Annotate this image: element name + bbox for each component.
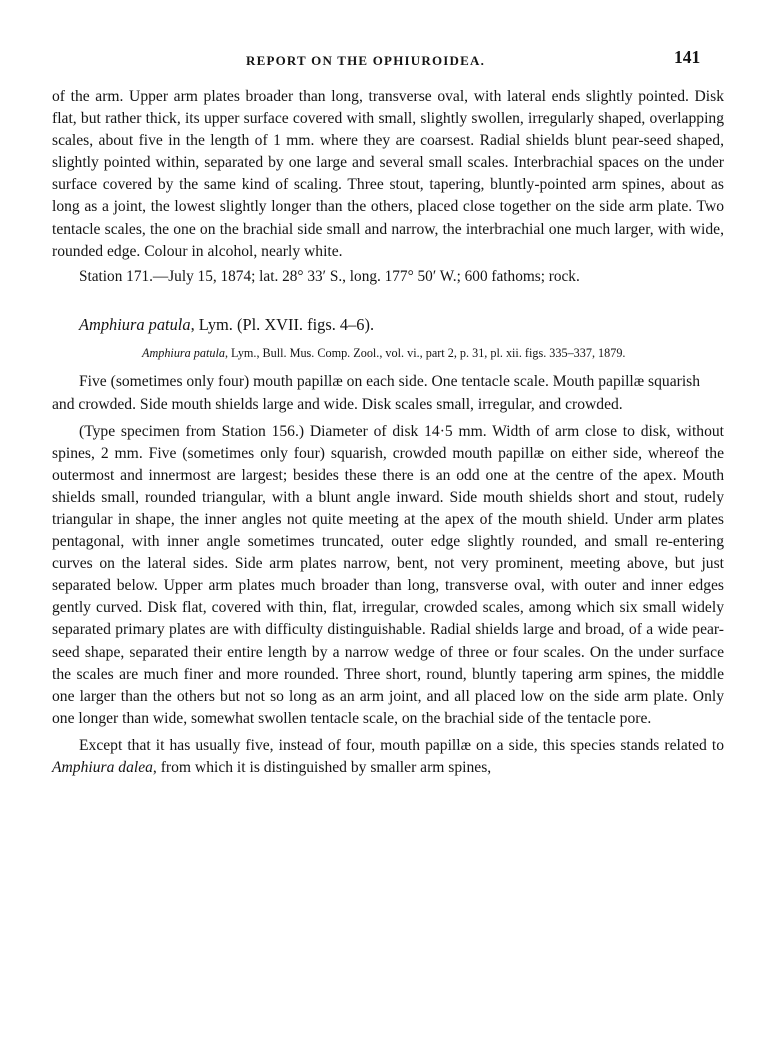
comparison-after: , from which it is distinguished by smaller arm spines, bbox=[152, 759, 492, 777]
comparison-paragraph bbox=[52, 735, 724, 779]
station-line: Station 171.—July 15, 1874; lat. 28° 33′ S., long. 177° 50′ W.; 600 fathoms; rock. bbox=[79, 267, 580, 285]
running-title: REPORT ON THE OPHIUROIDEA. bbox=[246, 53, 486, 68]
synonymy-reference bbox=[52, 344, 724, 363]
synonymy-ref: , Lym., Bull. Mus. Comp. Zool., vol. vi., part 2, p. 31, pl. xii. figs. 335–337, 1879. bbox=[224, 345, 626, 360]
running-header bbox=[0, 47, 776, 73]
page-number: 141 bbox=[674, 47, 701, 67]
comparison-taxon: Amphiura dalea bbox=[52, 759, 153, 777]
body-text bbox=[52, 86, 724, 779]
diagnosis-paragraph: Five (sometimes only four) mouth papillæ on each side. One tentacle scale. Mouth papillæ squarish and crowded. Side mouth shields large and wide. Disk scales small, irregular, and crowded. bbox=[52, 373, 701, 413]
species-heading bbox=[52, 314, 724, 336]
synonymy-name: Amphiura patula bbox=[142, 345, 225, 360]
continuation-paragraph: of the arm. Upper arm plates broader than long, transverse oval, with lateral ends slightly pointed. Disk flat, but rather thick, its upper surface covered with small, slightly swollen, irregularly shaped, overlapping scales, about five in the length of 1 mm. where they are coarsest. Radial shields blunt pear-seed shaped, slightly pointed within, separated by one large and several small scales. Interbrachial spaces on the under surface covered by the same kind of scaling. Three stout, tapering, bluntly-pointed arm spines, about as long as a joint, the lowest slightly longer than the others, placed close together on the side arm plate. Two tentacle scales, the one on the brachial side small and narrow, the interbrachial one much larger, with wide, rounded edge. Colour in alcohol, nearly white. bbox=[52, 88, 724, 260]
description-paragraph: (Type specimen from Station 156.) Diameter of disk 14·5 mm. Width of arm close to disk, without spines, 2 mm. Five (sometimes only four) squarish, crowded mouth papillæ on either side, whereof the outermost and innermost are largest; besides these there is an odd one at the centre of the apex. Mouth shields small, rounded triangular, with a blunt angle inward. Side mouth shields short and stout, rudely triangular in shape, the inner angles not quite meeting at the apex of the mouth shield. Under arm plates pentagonal, with inner angle sometimes truncated, outer edge slightly rounded, and small re-entering curves on the lateral sides. Side arm plates narrow, bent, not very prominent, meeting above, but just separated below. Upper arm plates much broader than long, transverse oval, with outer and inner edges gently curved. Disk flat, covered with thin, flat, irregular, crowded scales, among which six small widely separated primary plates are with difficulty distinguishable. Radial shields large and broad, of a wide pear-seed shape, separated their entire length by a narrow wedge of three or four scales. On the under surface the scales are much finer and more rounded. Three short, round, bluntly tapering arm spines, the middle one larger than the others but not so long as an arm joint, and all placed low on the side arm plate. Only one longer than wide, somewhat swollen tentacle scale, on the brachial side of the tentacle pore. bbox=[52, 422, 724, 727]
species-citation: , Lym. (Pl. XVII. figs. 4–6). bbox=[190, 314, 375, 334]
species-name: Amphiura patula bbox=[79, 314, 191, 334]
comparison-before: Except that it has usually five, instead of four, mouth papillæ on a side, this species stands related to bbox=[79, 736, 724, 754]
